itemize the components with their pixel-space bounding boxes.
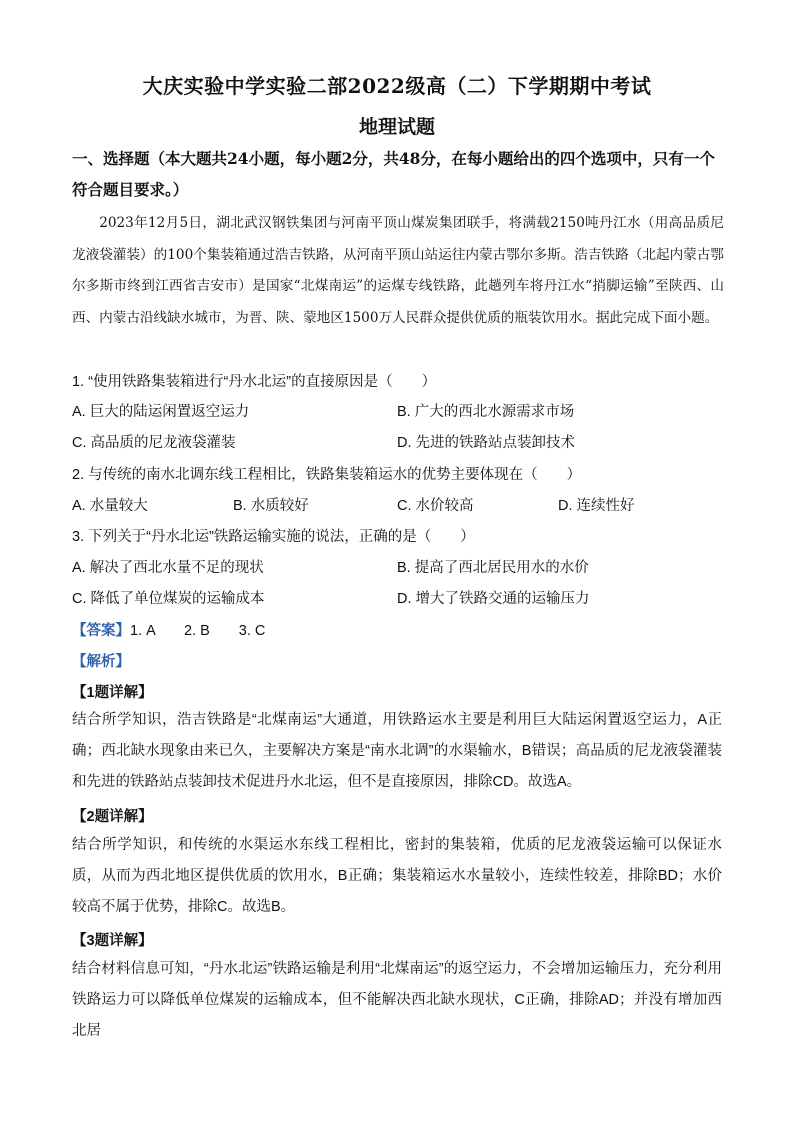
q1-option-d: D. 先进的铁路站点装卸技术 [397, 435, 576, 451]
exam-subtitle: 地理试题 [358, 116, 435, 138]
q2-option-b: B. 水质较好 [233, 498, 309, 514]
section-heading: 一、选择题（本大题共24小题，每小题2分，共48分，在每小题给出的四个选项中，只有一个符合题目要求。） [72, 149, 715, 199]
exam-title: 大庆实验中学实验二部2022级高（二）下学期期中考试 [142, 74, 652, 98]
detail-1-text: 结合所学知识，浩吉铁路是“北煤南运”大通道，用铁路运水主要是利用巨大陆运闲置返空运力，A正确；西北缺水现象由来已久，主要解决方案是“南水北调”的水渠输水，B错误；高品质的尼龙液袋灌装和先进的铁路站点装卸技术促进丹水北运，但不是直接原因，排除CD。故选A。 [72, 712, 722, 790]
answer-line [72, 619, 265, 640]
detail-2-heading: 【2题详解】 [72, 809, 153, 825]
answer-values: 1. A 2. B 3. C [130, 623, 266, 639]
reading-passage [72, 208, 724, 334]
q2-option-a: A. 水量较大 [72, 498, 148, 514]
q1-option-b: B. 广大的西北水源需求市场 [397, 404, 575, 420]
q2-option-d: D. 连续性好 [558, 498, 635, 514]
q3-option-d: D. 增大了铁路交通的运输压力 [397, 591, 590, 607]
passage-text: 2023年12月5日，湖北武汉钢铁集团与河南平顶山煤炭集团联手，将满载2150吨丹江水（用高品质尼龙液袋灌装）的100个集装箱通过浩吉铁路，从河南平顶山站运往内蒙古鄂尔多斯。浩吉铁路（北起内蒙古鄂尔多斯市终到江西省吉安市）是国家“北煤南运”的运煤专线铁路，此趟列车将丹江水“捎脚运输”至陕西、山西、内蒙古沿线缺水城市，为晋、陕、蒙地区1500万人民群众提供优质的瓶装饮用水。据此完成下面小题。 [72, 215, 724, 326]
q1-option-a: A. 巨大的陆运闲置返空运力 [72, 404, 250, 420]
question-1-stem: 1. “使用铁路集装箱进行“丹水北运”的直接原因是（ ） [72, 374, 437, 390]
analysis-tag: 【解析】 [72, 654, 130, 670]
question-2-stem: 2. 与传统的南水北调东线工程相比，铁路集装箱运水的优势主要体现在（ ） [72, 467, 582, 483]
q3-option-c: C. 降低了单位煤炭的运输成本 [72, 591, 265, 607]
detail-3-text: 结合材料信息可知，“丹水北运”铁路运输是利用“北煤南运”的返空运力，不会增加运输压力，充分利用铁路运力可以降低单位煤炭的运输成本，但不能解决西北缺水现状，C正确，排除AD；并没有增加西北居 [72, 961, 722, 1039]
q2-option-c: C. 水价较高 [397, 498, 474, 514]
q3-option-a: A. 解决了西北水量不足的现状 [72, 560, 264, 576]
detail-2-text: 结合所学知识，和传统的水渠运水东线工程相比，密封的集装箱，优质的尼龙液袋运输可以保证水质，从而为西北地区提供优质的饮用水，B正确；集装箱运水水量较小，连续性较差，排除BD；水价较高不属于优势，排除C。故选B。 [72, 837, 722, 915]
detail-1-heading: 【1题详解】 [72, 685, 153, 701]
q1-option-c: C. 高品质的尼龙液袋灌装 [72, 435, 236, 451]
analysis-line [72, 650, 130, 671]
answer-tag: 【答案】 [72, 623, 130, 639]
question-3-stem: 3. 下列关于“丹水北运”铁路运输实施的说法，正确的是（ ） [72, 529, 475, 545]
detail-3-heading: 【3题详解】 [72, 933, 153, 949]
q3-option-b: B. 提高了西北居民用水的水价 [397, 560, 589, 576]
